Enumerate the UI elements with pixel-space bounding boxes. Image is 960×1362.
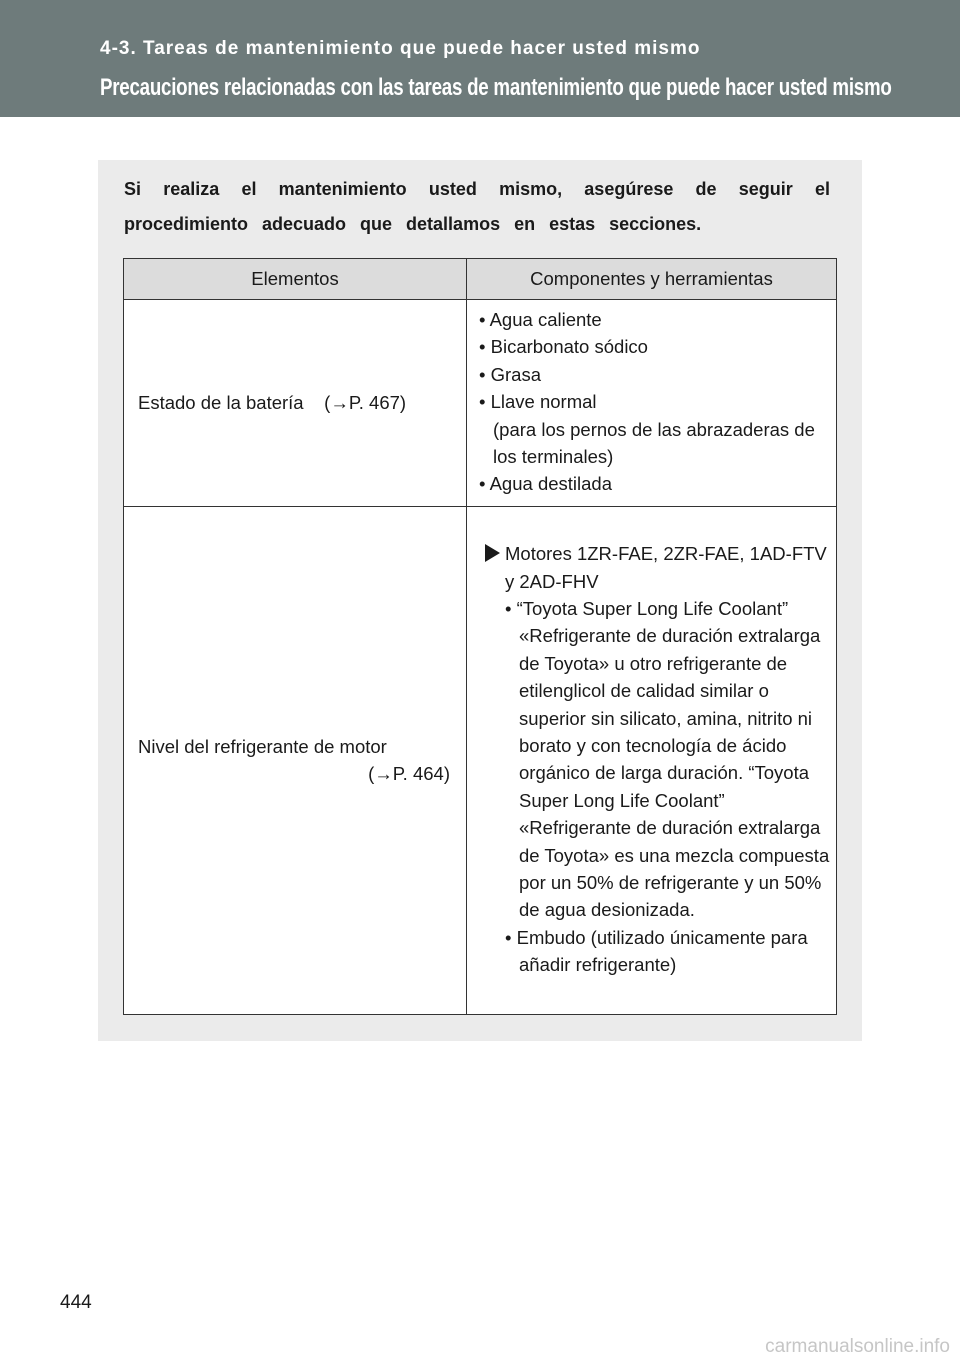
component-item: • Agua caliente xyxy=(479,309,602,330)
component-item: • Bicarbonato sódico xyxy=(479,336,648,358)
component-item: • Agua destilada xyxy=(479,473,612,495)
watermark: carmanualsonline.info xyxy=(765,1336,950,1357)
element-label: Estado de la batería xyxy=(138,392,304,414)
header-elements: Elementos xyxy=(124,259,467,300)
components-cell xyxy=(467,300,837,507)
component-item: • Grasa xyxy=(479,363,541,385)
table-header-row xyxy=(124,259,837,300)
section-title: 4-3. Tareas de mantenimiento que puede hacer usted mismo xyxy=(100,38,701,59)
component-note: (para los pernos de las abrazaderas de los terminales) xyxy=(493,418,815,468)
engine-group-items xyxy=(479,595,830,979)
element-line xyxy=(138,389,450,416)
intro-text: Si realiza el mantenimiento usted mismo, asegúrese de seguir el procedimiento adecuado que detallamos en estas secciones. xyxy=(124,179,830,234)
table-row xyxy=(124,300,837,507)
sub-title: Precauciones relacionadas con las tareas de mantenimiento que puede hacer usted mismo xyxy=(100,74,892,101)
element-label: Nivel del refrigerante de motor xyxy=(138,735,387,757)
component-item: • Llave normal xyxy=(479,391,597,413)
component-item: • Embudo (utilizado únicamente para añadir refrigerante) xyxy=(505,926,808,976)
table-row xyxy=(124,506,837,1014)
engine-group-label: Motores 1ZR-FAE, 2ZR-FAE, 1AD-FTV y 2AD-FHV xyxy=(505,543,827,592)
page-header xyxy=(0,0,960,117)
engine-group-heading xyxy=(479,540,830,595)
element-ref: (→P. 464) xyxy=(368,763,450,785)
triangle-bullet-icon xyxy=(479,540,505,567)
maintenance-table xyxy=(123,258,837,1015)
components-cell xyxy=(467,506,837,1014)
element-cell xyxy=(124,300,467,507)
header-components: Componentes y herramientas xyxy=(467,259,837,300)
page-number: 444 xyxy=(60,1292,92,1313)
element-ref: (→P. 467) xyxy=(324,392,407,414)
element-cell xyxy=(124,506,467,1014)
component-item: • “Toyota Super Long Life Coolant” «Refrigerante de duración extralarga de Toyota» u otro refrigerante de etilenglicol de calidad similar o superior sin silicato, amina, nitrito ni borato y con tecnología de ácido orgánico de larga duración. “Toyota Super Long Life Coolant” «Refrigerante de duración extralarga de Toyota» es una mezcla compuesta por un 50% de refrigerante y un 50% de agua desionizada. xyxy=(505,597,830,921)
